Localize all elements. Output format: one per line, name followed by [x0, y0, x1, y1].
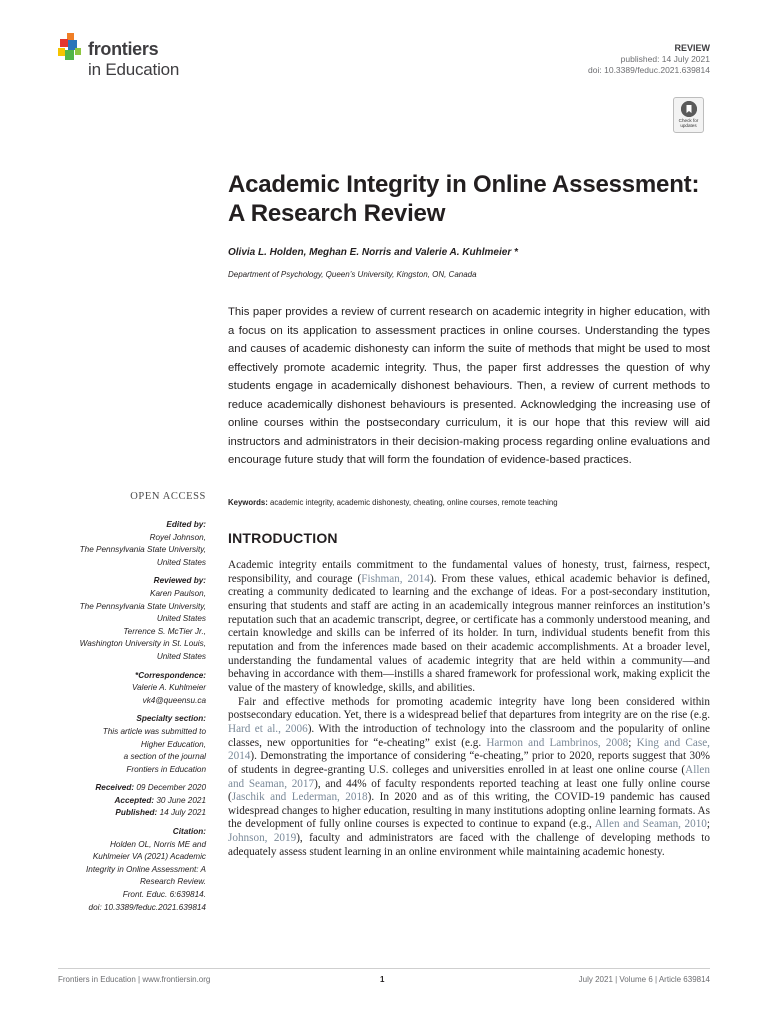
specialty-line: Frontiers in Education: [126, 764, 206, 774]
check-for-updates-button[interactable]: [673, 97, 704, 133]
citation-line: Front. Educ. 6:639814.: [122, 890, 206, 900]
editor-line: The Pennsylvania State University,: [79, 545, 206, 555]
reviewed-by-block: [40, 575, 206, 663]
received-value: 09 December 2020: [136, 783, 206, 793]
accepted-value: 30 June 2021: [156, 795, 206, 805]
citation-link[interactable]: Fishman, 2014: [361, 572, 430, 585]
footer-issue-info: July 2021 | Volume 6 | Article 639814: [578, 975, 710, 984]
editor-line: United States: [156, 557, 206, 567]
author-list[interactable]: Olivia L. Holden, Meghan E. Norris and Valerie A. Kuhlmeier *: [228, 247, 518, 258]
citation-link[interactable]: Johnson, 2019: [228, 832, 297, 845]
bookmark-icon: [681, 101, 697, 117]
specialty-line: Higher Education,: [140, 739, 206, 749]
edited-by-label: Edited by:: [166, 520, 206, 529]
article-sidebar: [40, 519, 206, 920]
reviewer-line: The Pennsylvania State University,: [79, 601, 206, 611]
citation-link[interactable]: Harmon and Lambrinos, 2008: [486, 736, 629, 749]
specialty-line: a section of the journal: [123, 752, 206, 762]
paragraph-text: ;: [628, 736, 637, 749]
article-type: REVIEW: [674, 43, 710, 53]
logo-text-frontiers: frontiers: [88, 39, 159, 59]
citation-link[interactable]: Allen and Seaman, 2010: [594, 818, 707, 831]
logo-text-journal: in Education: [88, 60, 180, 79]
intro-paragraph-1: [228, 559, 710, 696]
header-doi[interactable]: doi: 10.3389/feduc.2021.639814: [588, 65, 710, 75]
accepted-label: Accepted:: [114, 795, 155, 805]
author-affiliation: Department of Psychology, Queen’s University, Kingston, ON, Canada: [228, 270, 477, 279]
paragraph-text: ). Demonstrating the importance of considering “e-cheating,” prior to 2020, reports suggest that 30% of students in degree-granting U.S. colleges and universities enrolled in at least one online course (: [228, 750, 710, 776]
correspondence-name: Valerie A. Kuhlmeier: [131, 683, 206, 693]
citation-link[interactable]: King and Case, 2014: [228, 736, 710, 763]
published-date-sidebar: [40, 807, 206, 820]
accepted-date: [40, 795, 206, 808]
introduction-body: [228, 559, 710, 859]
reviewer-line: Terrence S. McTier Jr.,: [123, 626, 206, 636]
citation-link[interactable]: Hard et al., 2006: [228, 722, 308, 735]
citation-block: [40, 826, 206, 914]
specialty-section-block: [40, 713, 206, 776]
keywords-label: Keywords:: [228, 498, 268, 507]
citation-line: Holden OL, Norris ME and: [109, 839, 206, 849]
intro-paragraph-2: [228, 696, 710, 860]
reviewer-line: Washington University in St. Louis,: [79, 639, 206, 649]
paragraph-text: ;: [706, 818, 710, 831]
frontiers-logo-icon: [58, 33, 84, 63]
reviewed-by-label: Reviewed by:: [153, 576, 206, 586]
journal-logo: [58, 33, 208, 81]
citation-line: Integrity in Online Assessment: A: [86, 864, 206, 874]
page-number: 1: [380, 975, 385, 984]
check-updates-label-1: Check for: [678, 118, 699, 123]
check-updates-label-2: updates: [680, 123, 697, 128]
received-label: Received:: [95, 783, 135, 793]
correspondence-label: *Correspondence:: [135, 670, 206, 680]
paragraph-text: ). In 2020 and as of this writing, the COVID-19 pandemic has caused widespread changes to higher education, resulting in many institutions adopting online learning formats. As the development of fully online courses is expected to continue to expand (e.g.,: [228, 791, 710, 831]
received-date: [40, 782, 206, 795]
citation-line: Research Review.: [140, 877, 206, 887]
keywords-list: academic integrity, academic dishonesty, cheating, online courses, remote teaching: [270, 498, 558, 507]
citation-label: Citation:: [172, 827, 206, 837]
section-heading-introduction: INTRODUCTION: [228, 530, 338, 546]
footer-journal-link[interactable]: Frontiers in Education | www.frontiersin.org: [58, 975, 211, 984]
paragraph-text: Academic integrity entails commitment to the fundamental values of honesty, trust, fairness, respect, responsibility, and courage (: [228, 559, 710, 585]
published-label: Published:: [115, 808, 158, 818]
specialty-line: This article was submitted to: [102, 726, 206, 736]
correspondence-email-link[interactable]: vk4@queensu.ca: [142, 695, 206, 705]
reviewer-line: United States: [156, 651, 206, 661]
citation-line: Kuhlmeier VA (2021) Academic: [92, 852, 206, 862]
correspondence-block: [40, 670, 206, 708]
published-date: published: 14 July 2021: [620, 54, 710, 64]
paragraph-text: Fair and effective methods for promoting academic integrity have long been considered within postsecondary education. Yet, there is a widespread belief that departures from integrity are on the rise (e.g.: [228, 695, 710, 722]
abstract: This paper provides a review of current research on academic integrity in higher education, with a focus on its application to assessment practices in online courses. Understanding the types and causes of academic dishonesty can inform the suite of methods that might be used to most effectively promote academic integrity. Thus, the paper first addresses the question of why students engage in academically dishonest behaviours. Then, a review of current methods to reduce academically dishonest behaviours is presented. Acknowledging the increasing use of online courses within the postsecondary curriculum, it is our hope that this review will aid instructors and administrators in their decision-making process regarding online evaluations and encourage future study that will form the foundation of evidence-based practices.: [228, 306, 710, 466]
reviewer-line: Karen Paulson,: [150, 588, 206, 598]
paragraph-text: ), faculty and administrators are faced with the challenge of developing methods to adequately assess student learning in an online environment while maintaining academic honesty.: [228, 832, 710, 858]
published-value: 14 July 2021: [159, 808, 206, 818]
citation-link[interactable]: Jaschik and Lederman, 2018: [231, 791, 368, 804]
article-meta-header: [588, 43, 710, 76]
specialty-section-label: Specialty section:: [136, 714, 206, 724]
paragraph-text: ). From these values, ethical academic behavior is defined, creating a community dedicated to learning and the exchange of ideas. For a post-secondary institution, ensuring that students and staff are acting in an academically integrous manner reinforces an institution’s reputation such that an academic transcript, degree, or certificate has a commonly understood meaning, and certain knowledge and skills can be inferred of its holder. In turn, individual students benefit from this reputation and from the inferences made based on their academic accomplishments. At a broader level, understanding the fundamental values of academic integrity that are held within a community—and behaving in accordance with them—instills a shared framework for professional work, making explicit the value of the mastery of knowledge, skills, and abilities.: [228, 572, 710, 694]
dates-block: [40, 782, 206, 820]
citation-doi-link[interactable]: doi: 10.3389/feduc.2021.639814: [88, 902, 206, 912]
citation-link[interactable]: Allen and Seaman, 2017: [228, 763, 710, 790]
footer-divider: [58, 968, 710, 969]
paragraph-text: ), and 44% of faculty respondents reported teaching at least one fully online course (: [228, 777, 710, 804]
reviewer-line: United States: [156, 614, 206, 624]
article-title: Academic Integrity in Online Assessment: A Research Review: [228, 171, 700, 227]
editor-line: Royel Johnson,: [149, 532, 206, 542]
open-access-label: OPEN ACCESS: [130, 491, 206, 502]
edited-by-block: [40, 519, 206, 569]
keywords: [228, 498, 710, 507]
paragraph-text: ). With the introduction of technology into the classroom and the popularity of online classes, new opportunities for “e-cheating” exist (e.g.: [228, 722, 711, 749]
